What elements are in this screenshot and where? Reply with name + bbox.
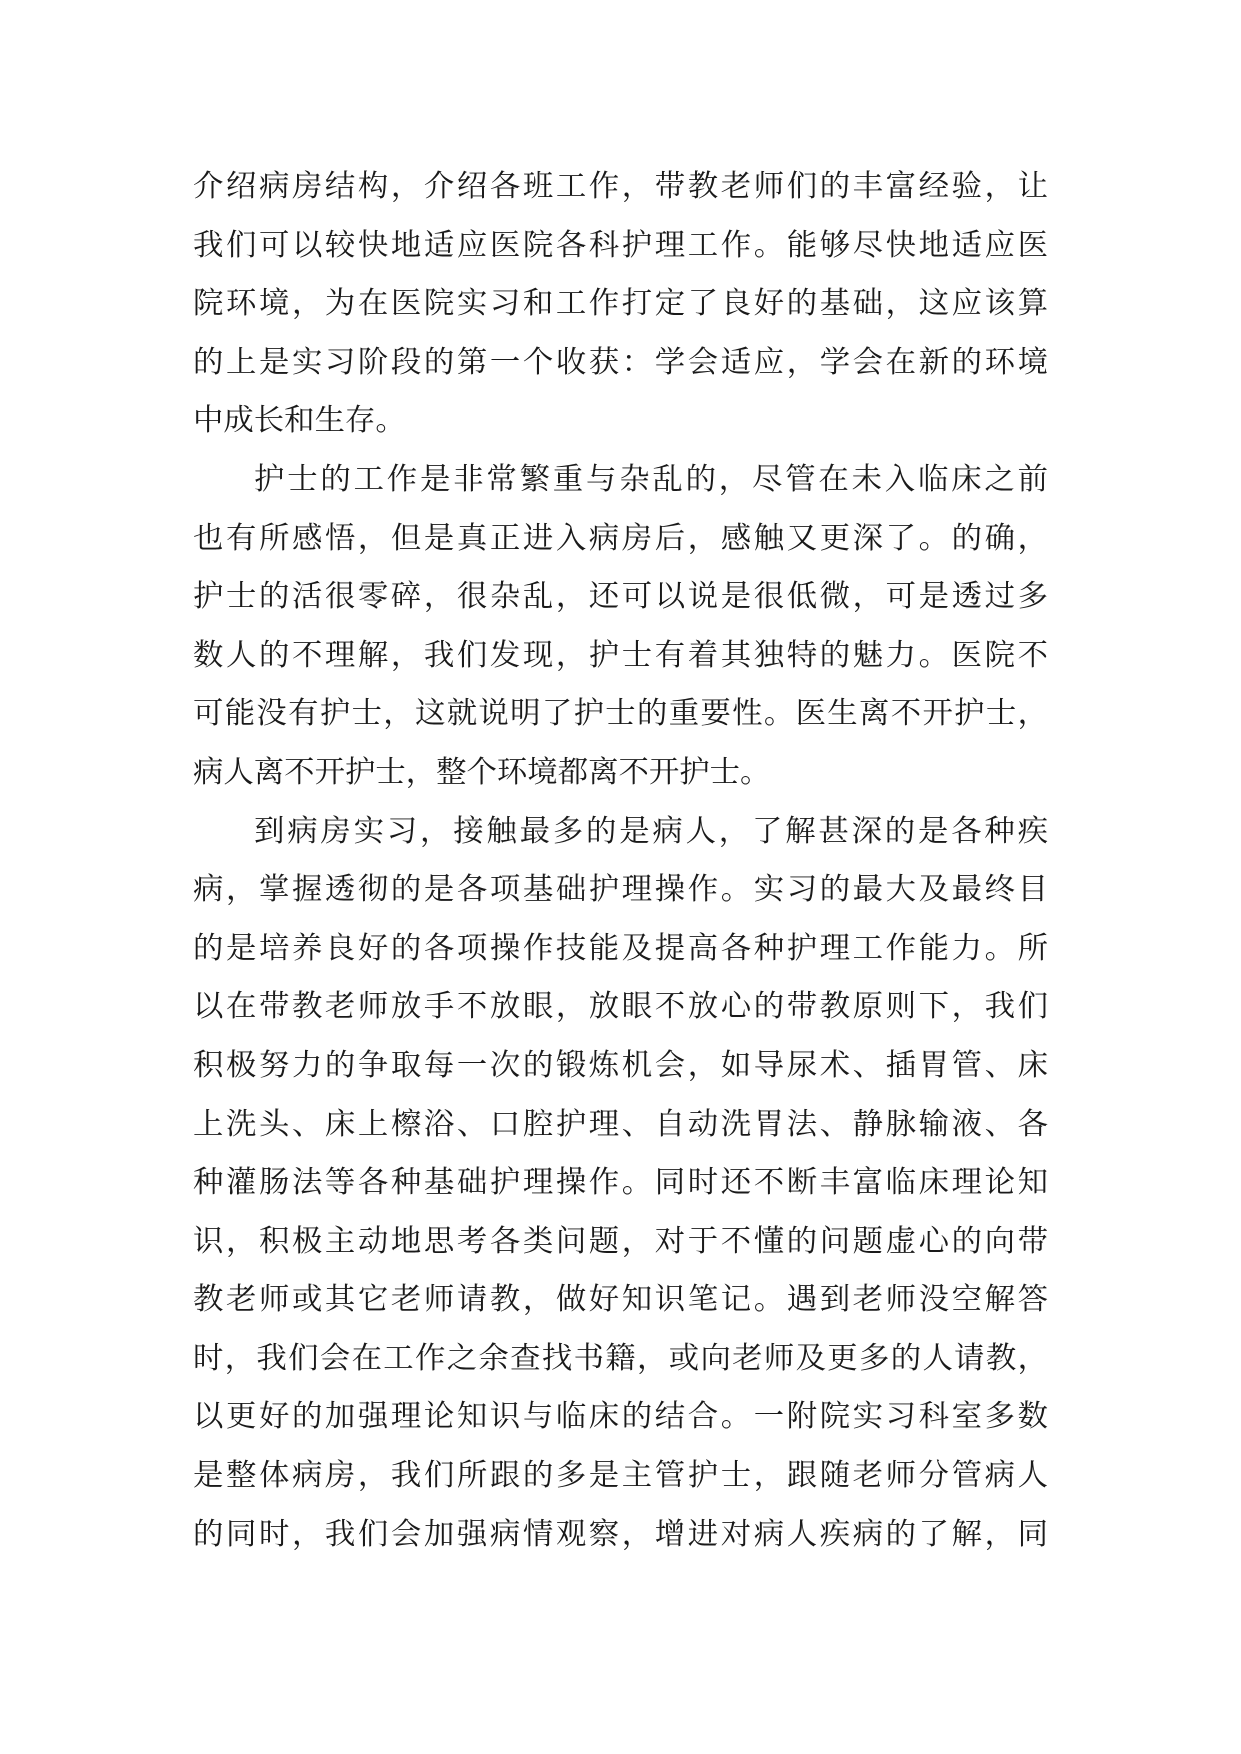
text-line: 的上是实习阶段的第一个收获：学会适应，学会在新的环境	[193, 344, 1048, 380]
text-line: 护士的活很零碎，很杂乱，还可以说是很低微，可是透过多	[193, 579, 1048, 615]
text-line: 的是培养良好的各项操作技能及提高各种护理工作能力。所	[193, 930, 1048, 966]
paragraph-3	[193, 803, 1048, 1565]
text-line: 以在带教老师放手不放眼，放眼不放心的带教原则下，我们	[193, 989, 1048, 1025]
text-line: 院环境，为在医院实习和工作打定了良好的基础，这应该算	[193, 286, 1048, 322]
text-line: 时，我们会在工作之余查找书籍，或向老师及更多的人请教，	[193, 1340, 1048, 1376]
text-line: 护士的工作是非常繁重与杂乱的，尽管在未入临床之前	[254, 461, 1048, 497]
text-line: 识，积极主动地思考各类问题，对于不懂的问题虚心的向带	[193, 1223, 1048, 1259]
text-line: 病，掌握透彻的是各项基础护理操作。实习的最大及最终目	[193, 872, 1048, 908]
text-line: 中成长和生存。	[193, 403, 406, 439]
text-line: 也有所感悟，但是真正进入病房后，感触又更深了。的确，	[193, 520, 1048, 556]
body-text	[193, 158, 1048, 1564]
paragraph-2	[193, 451, 1048, 803]
text-line: 我们可以较快地适应医院各科护理工作。能够尽快地适应医	[193, 227, 1048, 263]
text-line: 种灌肠法等各种基础护理操作。同时还不断丰富临床理论知	[193, 1165, 1048, 1201]
text-line: 积极努力的争取每一次的锻炼机会，如导尿术、插胃管、床	[193, 1047, 1048, 1083]
text-line: 病人离不开护士，整个环境都离不开护士。	[193, 754, 771, 790]
text-line: 以更好的加强理论知识与临床的结合。一附院实习科室多数	[193, 1399, 1048, 1435]
text-line: 到病房实习，接触最多的是病人，了解甚深的是各种疾	[254, 813, 1048, 849]
text-line: 是整体病房，我们所跟的多是主管护士，跟随老师分管病人	[193, 1458, 1048, 1494]
text-line: 教老师或其它老师请教，做好知识笔记。遇到老师没空解答	[193, 1282, 1048, 1318]
text-line: 数人的不理解，我们发现，护士有着其独特的魅力。医院不	[193, 637, 1048, 673]
text-line: 上洗头、床上檫浴、口腔护理、自动洗胃法、静脉输液、各	[193, 1106, 1048, 1142]
text-line: 可能没有护士，这就说明了护士的重要性。医生离不开护士，	[193, 696, 1048, 732]
paragraph-1	[193, 158, 1048, 451]
text-line: 的同时，我们会加强病情观察，增进对病人疾病的了解，同	[193, 1516, 1048, 1552]
text-line: 介绍病房结构，介绍各班工作，带教老师们的丰富经验，让	[193, 169, 1048, 204]
